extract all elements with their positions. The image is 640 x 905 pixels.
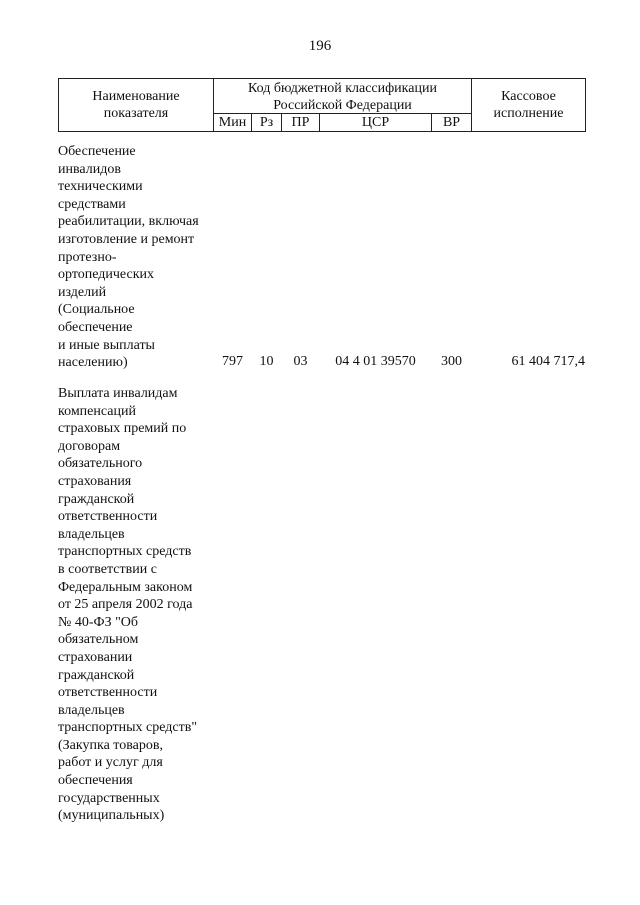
header-code-label: Код бюджетной классификации Российской Федерации [248, 81, 437, 113]
header-vr: ВР [431, 113, 472, 132]
row-1-min: 797 [222, 354, 243, 369]
row-1-cash: 61 404 717,4 [511, 354, 585, 369]
header-name-label: Наименование показателя [92, 89, 180, 121]
header-rz: Рз [251, 113, 282, 132]
header-csr: ЦСР [319, 113, 432, 132]
header-cash-label: Кассовое исполнение [493, 89, 564, 121]
header-code-group [213, 78, 472, 114]
header-name-column [58, 78, 214, 132]
row-1-vr: 300 [441, 354, 462, 369]
row-1-pr: 03 [293, 354, 308, 369]
row-1-name: Обеспечение инвалидов техническими средствами реабилитации, включая изготовление и ремонт протезно- ортопедических изделий (Социальное обеспечение и иные выплаты населению) [58, 144, 199, 371]
row-1-rz: 10 [259, 354, 274, 369]
header-min: Мин [213, 113, 252, 132]
row-1-csr: 04 4 01 39570 [335, 354, 416, 369]
page-number: 196 [308, 38, 332, 54]
header-pr: ПР [281, 113, 320, 132]
header-cash-column [471, 78, 586, 132]
row-2-name: Выплата инвалидам компенсаций страховых премий по договорам обязательного страхования гражданской ответственности владельцев транспортных средств в соответствии с Федеральным законом от 25 апреля 2002 года № 40-ФЗ "Об обязательном страховании гражданской ответственности владельцев транспортных средств" (Закупка товаров, работ и услуг для обеспечения государственных (муниципальных) [58, 386, 198, 824]
